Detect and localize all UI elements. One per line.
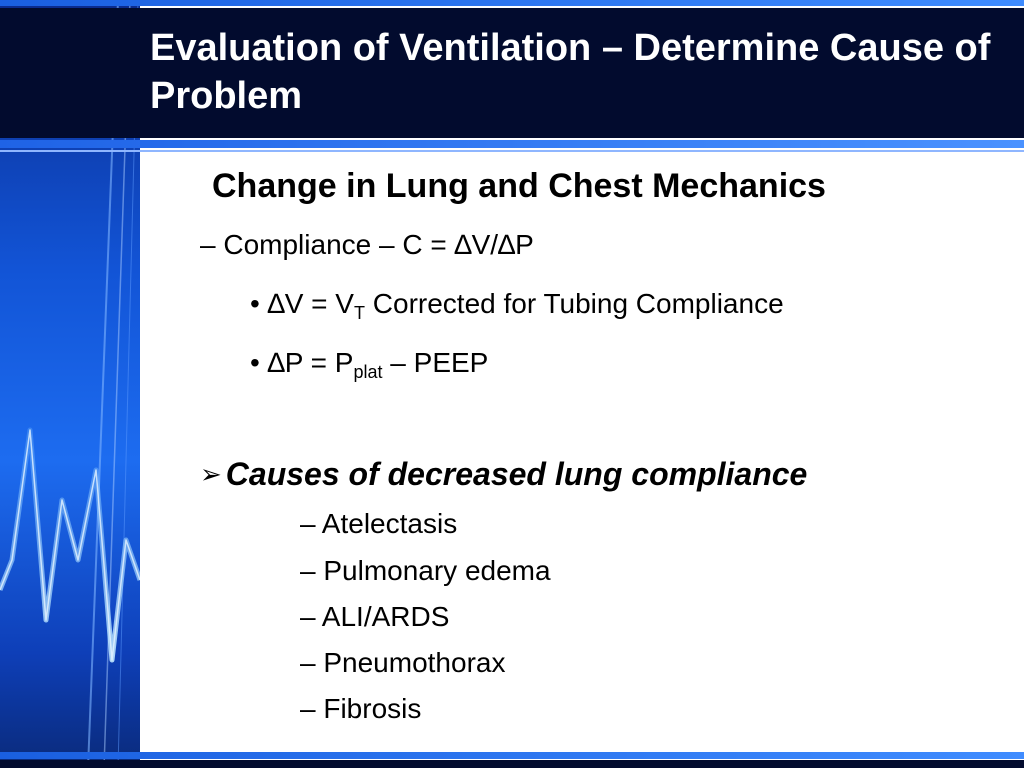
compliance-dash: –: [200, 229, 216, 260]
volume-subscript: T: [354, 303, 365, 323]
bullet-pressure: [250, 346, 488, 380]
arrow-bullet-icon: ➢: [200, 459, 222, 489]
pressure-subscript: plat: [353, 362, 383, 382]
header-bottom-stripe: [0, 140, 1024, 148]
header: [0, 0, 1024, 150]
cause-item: – Fibrosis: [300, 693, 422, 724]
footer-stripe: [0, 752, 1024, 759]
compliance-text: Compliance – C = ∆V/∆P: [223, 229, 534, 260]
header-top-stripe: [0, 0, 1024, 6]
volume-lhs: ∆V = V: [267, 288, 354, 319]
compliance-line: [200, 228, 534, 262]
section-heading: Change in Lung and Chest Mechanics: [212, 167, 826, 205]
pressure-rhs: – PEEP: [382, 347, 489, 378]
slide-title: Evaluation of Ventilation – Determine Cause of Problem: [150, 27, 991, 117]
cause-item: – Pneumothorax: [300, 647, 506, 678]
bullet-dot: •: [250, 347, 260, 378]
cause-item: – Pulmonary edema: [300, 555, 551, 586]
volume-rhs: Corrected for Tubing Compliance: [365, 288, 784, 319]
bullet-dot: •: [250, 288, 260, 319]
pressure-lhs: ∆P = P: [267, 347, 354, 378]
causes-heading: [200, 455, 807, 493]
bullet-volume: [250, 287, 784, 321]
causes-heading-text: Causes of decreased lung compliance: [225, 456, 808, 492]
slide-content: [150, 150, 1010, 750]
footer-bar: [0, 760, 1024, 768]
cause-item: – ALI/ARDS: [300, 601, 450, 632]
cause-item: – Atelectasis: [300, 508, 458, 539]
